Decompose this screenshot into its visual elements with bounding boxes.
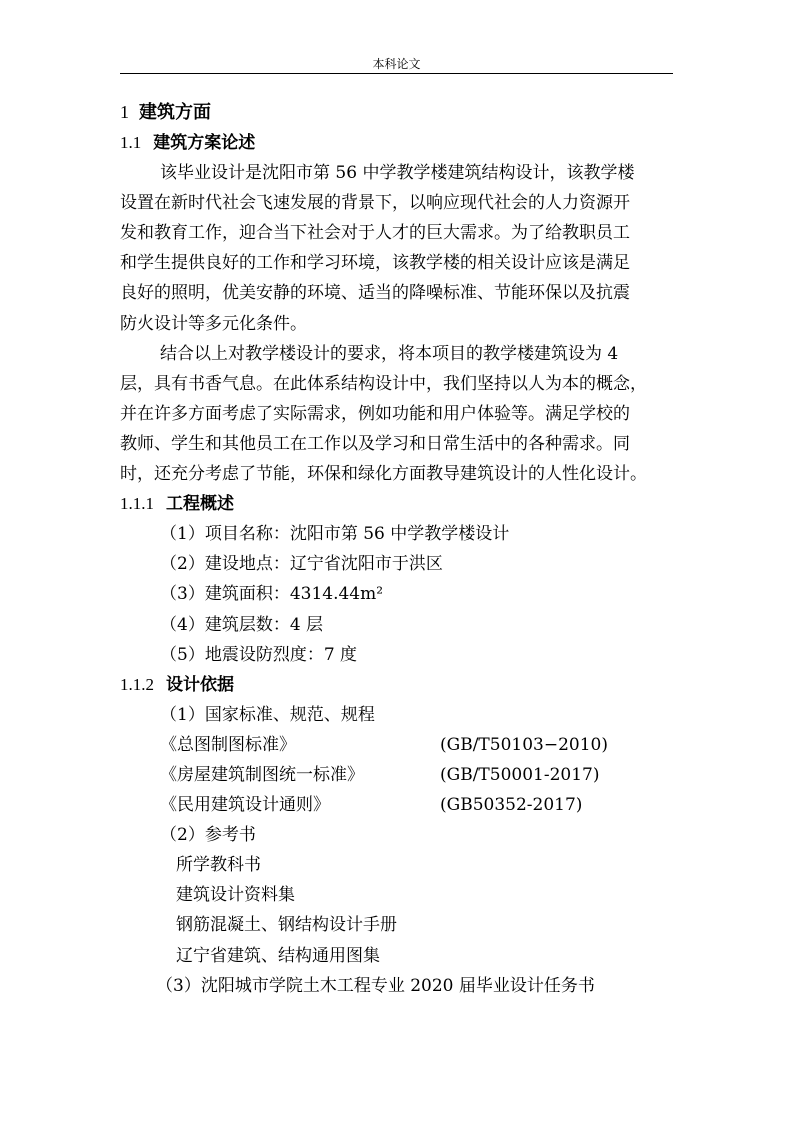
book-item: 所学教科书 <box>176 855 261 876</box>
design-basis-list <box>120 700 676 1001</box>
paragraph-2 <box>120 339 676 489</box>
subsection-title: 工程概述 <box>166 494 234 515</box>
subsection-heading-1-1-2 <box>120 670 676 700</box>
paragraph-line: 层，具有书香气息。在此体系结构设计中，我们坚持以人为本的概念， <box>120 373 647 394</box>
paragraph-line: 防火设计等多元化条件。 <box>120 313 307 334</box>
list-item: （3）建筑面积：4314.44m² <box>160 584 384 605</box>
subsection-number: 1.1 <box>120 133 142 152</box>
list-item: （1）项目名称：沈阳市第 56 中学教学楼设计 <box>160 524 510 545</box>
subsection-number: 1.1.2 <box>120 674 154 694</box>
paragraph-line: 发和教育工作，迎合当下社会对于人才的巨大需求。为了给教职员工 <box>120 223 630 244</box>
list-item: （3）沈阳城市学院土木工程专业 2020 届毕业设计任务书 <box>156 975 595 996</box>
list-item: （2）建设地点：辽宁省沈阳市于洪区 <box>160 554 443 575</box>
running-header: 本科论文 <box>372 57 421 71</box>
section-heading-1 <box>120 96 676 128</box>
list-item: （4）建筑层数：4 层 <box>160 614 324 635</box>
list-item: （5）地震设防烈度：7 度 <box>160 644 358 665</box>
section-number: 1 <box>120 102 129 122</box>
paragraph-line: 结合以上对教学楼设计的要求，将本项目的教学楼建筑设为 4 <box>160 343 619 364</box>
subsection-heading-1-1 <box>120 128 676 158</box>
paragraph-line: 该毕业设计是沈阳市第 56 中学教学楼建筑结构设计，该教学楼 <box>160 163 635 184</box>
subsection-title: 设计依据 <box>166 674 234 695</box>
list-item: （2）参考书 <box>160 825 256 846</box>
book-item: 建筑设计资料集 <box>176 885 295 906</box>
standard-code: (GB/T50103−2010) <box>440 734 608 755</box>
paragraph-line: 教师、学生和其他员工在工作以及学习和日常生活中的各种需求。同 <box>120 433 630 454</box>
standard-name: 《房屋建筑制图统一标准》 <box>160 764 364 785</box>
project-overview-list <box>120 519 676 669</box>
standard-name: 《民用建筑设计通则》 <box>160 795 330 816</box>
book-item: 钢筋混凝土、钢结构设计手册 <box>176 915 397 936</box>
standard-row <box>120 790 676 820</box>
section-title: 建筑方面 <box>139 102 211 123</box>
standard-code: (GB50352-2017) <box>440 795 583 816</box>
paragraph-line: 并在许多方面考虑了实际需求，例如功能和用户体验等。满足学校的 <box>120 403 630 424</box>
page-body <box>120 96 676 1001</box>
paragraph-line: 和学生提供良好的工作和学习环境，该教学楼的相关设计应该是满足 <box>120 253 630 274</box>
standard-name: 《总图制图标准》 <box>160 734 296 755</box>
subsection-number: 1.1.1 <box>120 494 154 514</box>
list-item: （1）国家标准、规范、规程 <box>160 704 375 725</box>
paragraph-line: 时，还充分考虑了节能，环保和绿化方面教导建筑设计的人性化设计。 <box>120 464 647 485</box>
standard-code: (GB/T50001-2017) <box>440 764 600 785</box>
standard-row <box>120 730 676 760</box>
standard-row <box>120 760 676 790</box>
paragraph-line: 良好的照明，优美安静的环境、适当的降噪标准、节能环保以及抗震 <box>120 283 630 304</box>
paragraph-1 <box>120 158 676 339</box>
paragraph-line: 设置在新时代社会飞速发展的背景下，以响应现代社会的人力资源开 <box>120 193 630 214</box>
subsection-title: 建筑方案论述 <box>153 133 256 153</box>
subsection-heading-1-1-1 <box>120 489 676 519</box>
book-item: 辽宁省建筑、结构通用图集 <box>176 945 380 966</box>
header-rule <box>120 73 673 74</box>
